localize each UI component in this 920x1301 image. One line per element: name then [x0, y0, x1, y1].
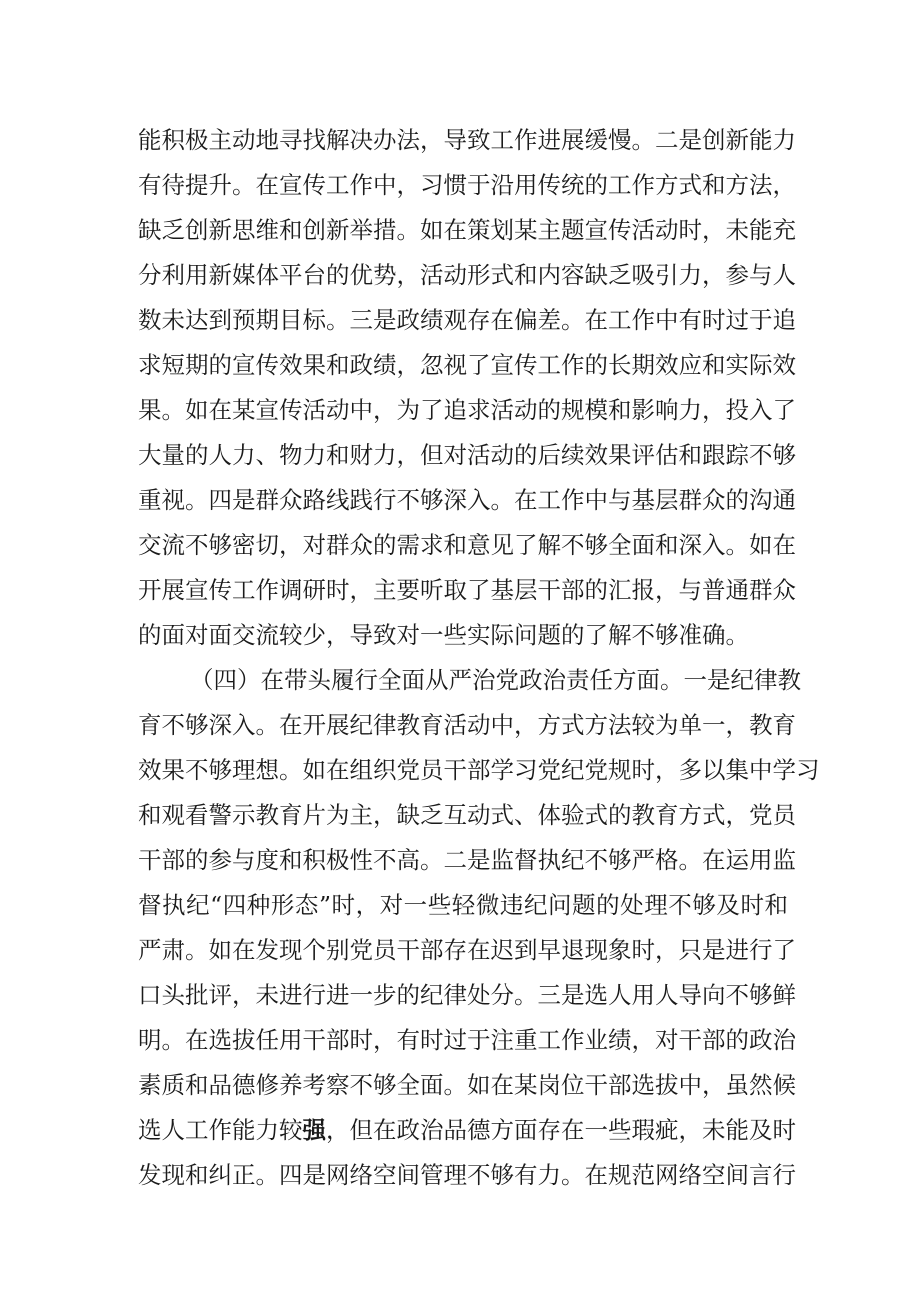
text-line: 重视。四是群众路线践行不够深入。在工作中与基层群众的沟通: [138, 486, 796, 514]
text-line: 交流不够密切，对群众的需求和意见了解不够全面和深入。如在: [138, 531, 796, 559]
section-heading-line: （四）在带头履行全面从严治党政治责任方面。一是纪律教: [190, 666, 801, 694]
text-line: 缺乏创新思维和创新举措。如在策划某主题宣传活动时，未能充: [138, 216, 796, 244]
text-line: 干部的参与度和积极性不高。二是监督执纪不够严格。在运用监: [138, 846, 796, 874]
text-line: 严肃。如在发现个别党员干部存在迟到早退现象时，只是进行了: [138, 936, 796, 964]
text-line: 求短期的宣传效果和政绩，忽视了宣传工作的长期效应和实际效: [138, 351, 796, 379]
text-line: 数未达到预期目标。三是政绩观存在偏差。在工作中有时过于追: [138, 306, 796, 334]
text-segment: 选人工作能力较: [138, 1116, 303, 1144]
text-line: [138, 1108, 796, 1153]
text-line: 能积极主动地寻找解决办法，导致工作进展缓慢。二是创新能力: [138, 126, 796, 154]
text-segment: ，但在政治品德方面存在一些瑕疵，未能及时: [326, 1116, 796, 1144]
text-line: 发现和纠正。四是网络空间管理不够有力。在规范网络空间言行: [138, 1161, 796, 1189]
text-line: 有待提升。在宣传工作中，习惯于沿用传统的工作方式和方法，: [138, 171, 796, 199]
text-line: 素质和品德修养考察不够全面。如在某岗位干部选拔中，虽然候: [138, 1071, 796, 1099]
text-line: 口头批评，未进行进一步的纪律处分。三是选人用人导向不够鲜: [138, 981, 796, 1009]
text-line: 明。在选拔任用干部时，有时过于注重工作业绩，对干部的政治: [138, 1026, 796, 1054]
bold-character: 强: [302, 1116, 326, 1144]
text-line: 果。如在某宣传活动中，为了追求活动的规模和影响力，投入了: [138, 396, 796, 424]
text-line: 大量的人力、物力和财力，但对活动的后续效果评估和跟踪不够: [138, 441, 796, 469]
text-line: 开展宣传工作调研时，主要听取了基层干部的汇报，与普通群众: [138, 576, 796, 604]
text-line: 育不够深入。在开展纪律教育活动中，方式方法较为单一，教育: [138, 711, 796, 739]
text-line-paragraph-end: 的面对面交流较少，导致对一些实际问题的了解不够准确。: [138, 621, 749, 649]
text-line: 分利用新媒体平台的优势，活动形式和内容缺乏吸引力，参与人: [138, 261, 796, 289]
document-body: [138, 118, 820, 1198]
text-line: 督执纪“四种形态”时，对一些轻微违纪问题的处理不够及时和: [138, 891, 788, 919]
text-line: 效果不够理想。如在组织党员干部学习党纪党规时，多以集中学习: [138, 756, 820, 784]
text-line: 和观看警示教育片为主，缺乏互动式、体验式的教育方式，党员: [138, 801, 796, 829]
